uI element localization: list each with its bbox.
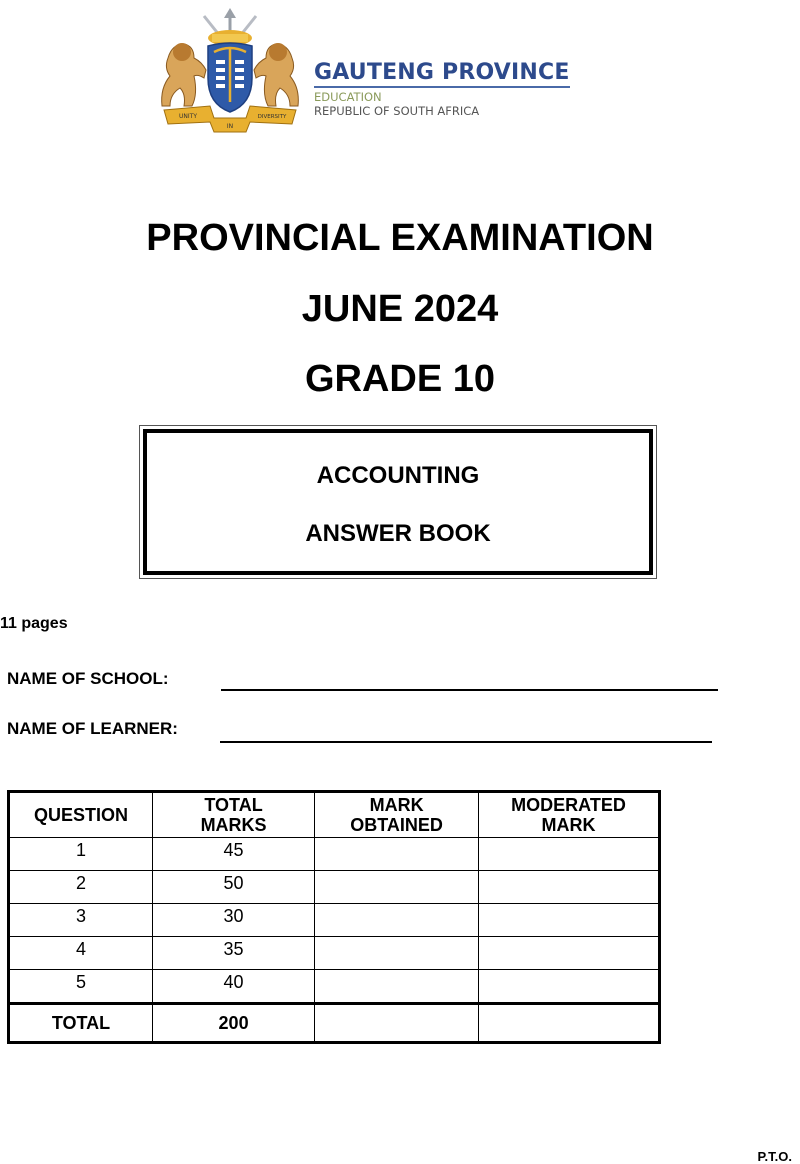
table-row xyxy=(9,970,660,1004)
page-count: 11 pages xyxy=(0,615,68,632)
subject-box xyxy=(139,425,657,579)
subject-box-border xyxy=(143,429,653,575)
exam-date: JUNE 2024 xyxy=(301,288,499,330)
question-number: 1 xyxy=(9,838,153,871)
header-moderated-mark xyxy=(479,792,660,838)
mark-obtained-cell[interactable] xyxy=(315,970,479,1004)
logo-title: GAUTENG PROVINCE xyxy=(314,61,570,88)
question-number: 5 xyxy=(9,970,153,1004)
mark-obtained-cell[interactable] xyxy=(315,937,479,970)
svg-text:DIVERSITY: DIVERSITY xyxy=(257,114,287,120)
learner-name-field[interactable] xyxy=(220,741,712,743)
total-moderated-cell[interactable] xyxy=(479,1004,660,1043)
table-row xyxy=(9,937,660,970)
coat-of-arms-icon xyxy=(154,8,306,136)
moderated-mark-cell[interactable] xyxy=(479,937,660,970)
moderated-mark-cell[interactable] xyxy=(479,871,660,904)
school-name-field[interactable] xyxy=(221,689,718,691)
marks-table xyxy=(7,790,661,1044)
total-row xyxy=(9,1004,660,1043)
header-total-marks xyxy=(152,792,314,838)
total-marks: 30 xyxy=(152,904,314,937)
header-question: QUESTION xyxy=(9,792,153,838)
header-total-marks-label: TOTAL MARKS xyxy=(200,795,267,835)
learner-name-label: NAME OF LEARNER: xyxy=(7,719,178,738)
table-row xyxy=(9,871,660,904)
subject-name: ACCOUNTING xyxy=(316,462,480,489)
header-mark-obtained-label: MARK OBTAINED xyxy=(350,795,443,835)
question-number: 4 xyxy=(9,937,153,970)
mark-obtained-cell[interactable] xyxy=(315,838,479,871)
moderated-mark-cell[interactable] xyxy=(479,970,660,1004)
table-row xyxy=(9,838,660,871)
logo-department: EDUCATION xyxy=(314,90,382,104)
please-turn-over: P.T.O. xyxy=(757,1149,792,1164)
question-number: 2 xyxy=(9,871,153,904)
header-mark-obtained xyxy=(315,792,479,838)
total-marks: 35 xyxy=(152,937,314,970)
question-number: 3 xyxy=(9,904,153,937)
svg-text:IN: IN xyxy=(226,123,234,130)
mark-obtained-cell[interactable] xyxy=(315,904,479,937)
gauteng-logo xyxy=(150,6,570,141)
svg-text:UNITY: UNITY xyxy=(179,113,197,120)
moderated-mark-cell[interactable] xyxy=(479,904,660,937)
total-marks-sum: 200 xyxy=(152,1004,314,1043)
total-obtained-cell[interactable] xyxy=(315,1004,479,1043)
table-row xyxy=(9,904,660,937)
booklet-type: ANSWER BOOK xyxy=(305,520,491,547)
school-name-label: NAME OF SCHOOL: xyxy=(7,669,169,688)
exam-grade: GRADE 10 xyxy=(304,358,496,400)
moderated-mark-cell[interactable] xyxy=(479,838,660,871)
logo-country: REPUBLIC OF SOUTH AFRICA xyxy=(314,104,480,118)
exam-title: PROVINCIAL EXAMINATION xyxy=(146,217,654,259)
total-label: TOTAL xyxy=(9,1004,153,1043)
total-marks: 40 xyxy=(152,970,314,1004)
logo-text xyxy=(314,61,570,118)
mark-obtained-cell[interactable] xyxy=(315,871,479,904)
total-marks: 50 xyxy=(152,871,314,904)
header-moderated-mark-label: MODERATED MARK xyxy=(511,795,626,835)
total-marks: 45 xyxy=(152,838,314,871)
table-header-row xyxy=(9,792,660,838)
